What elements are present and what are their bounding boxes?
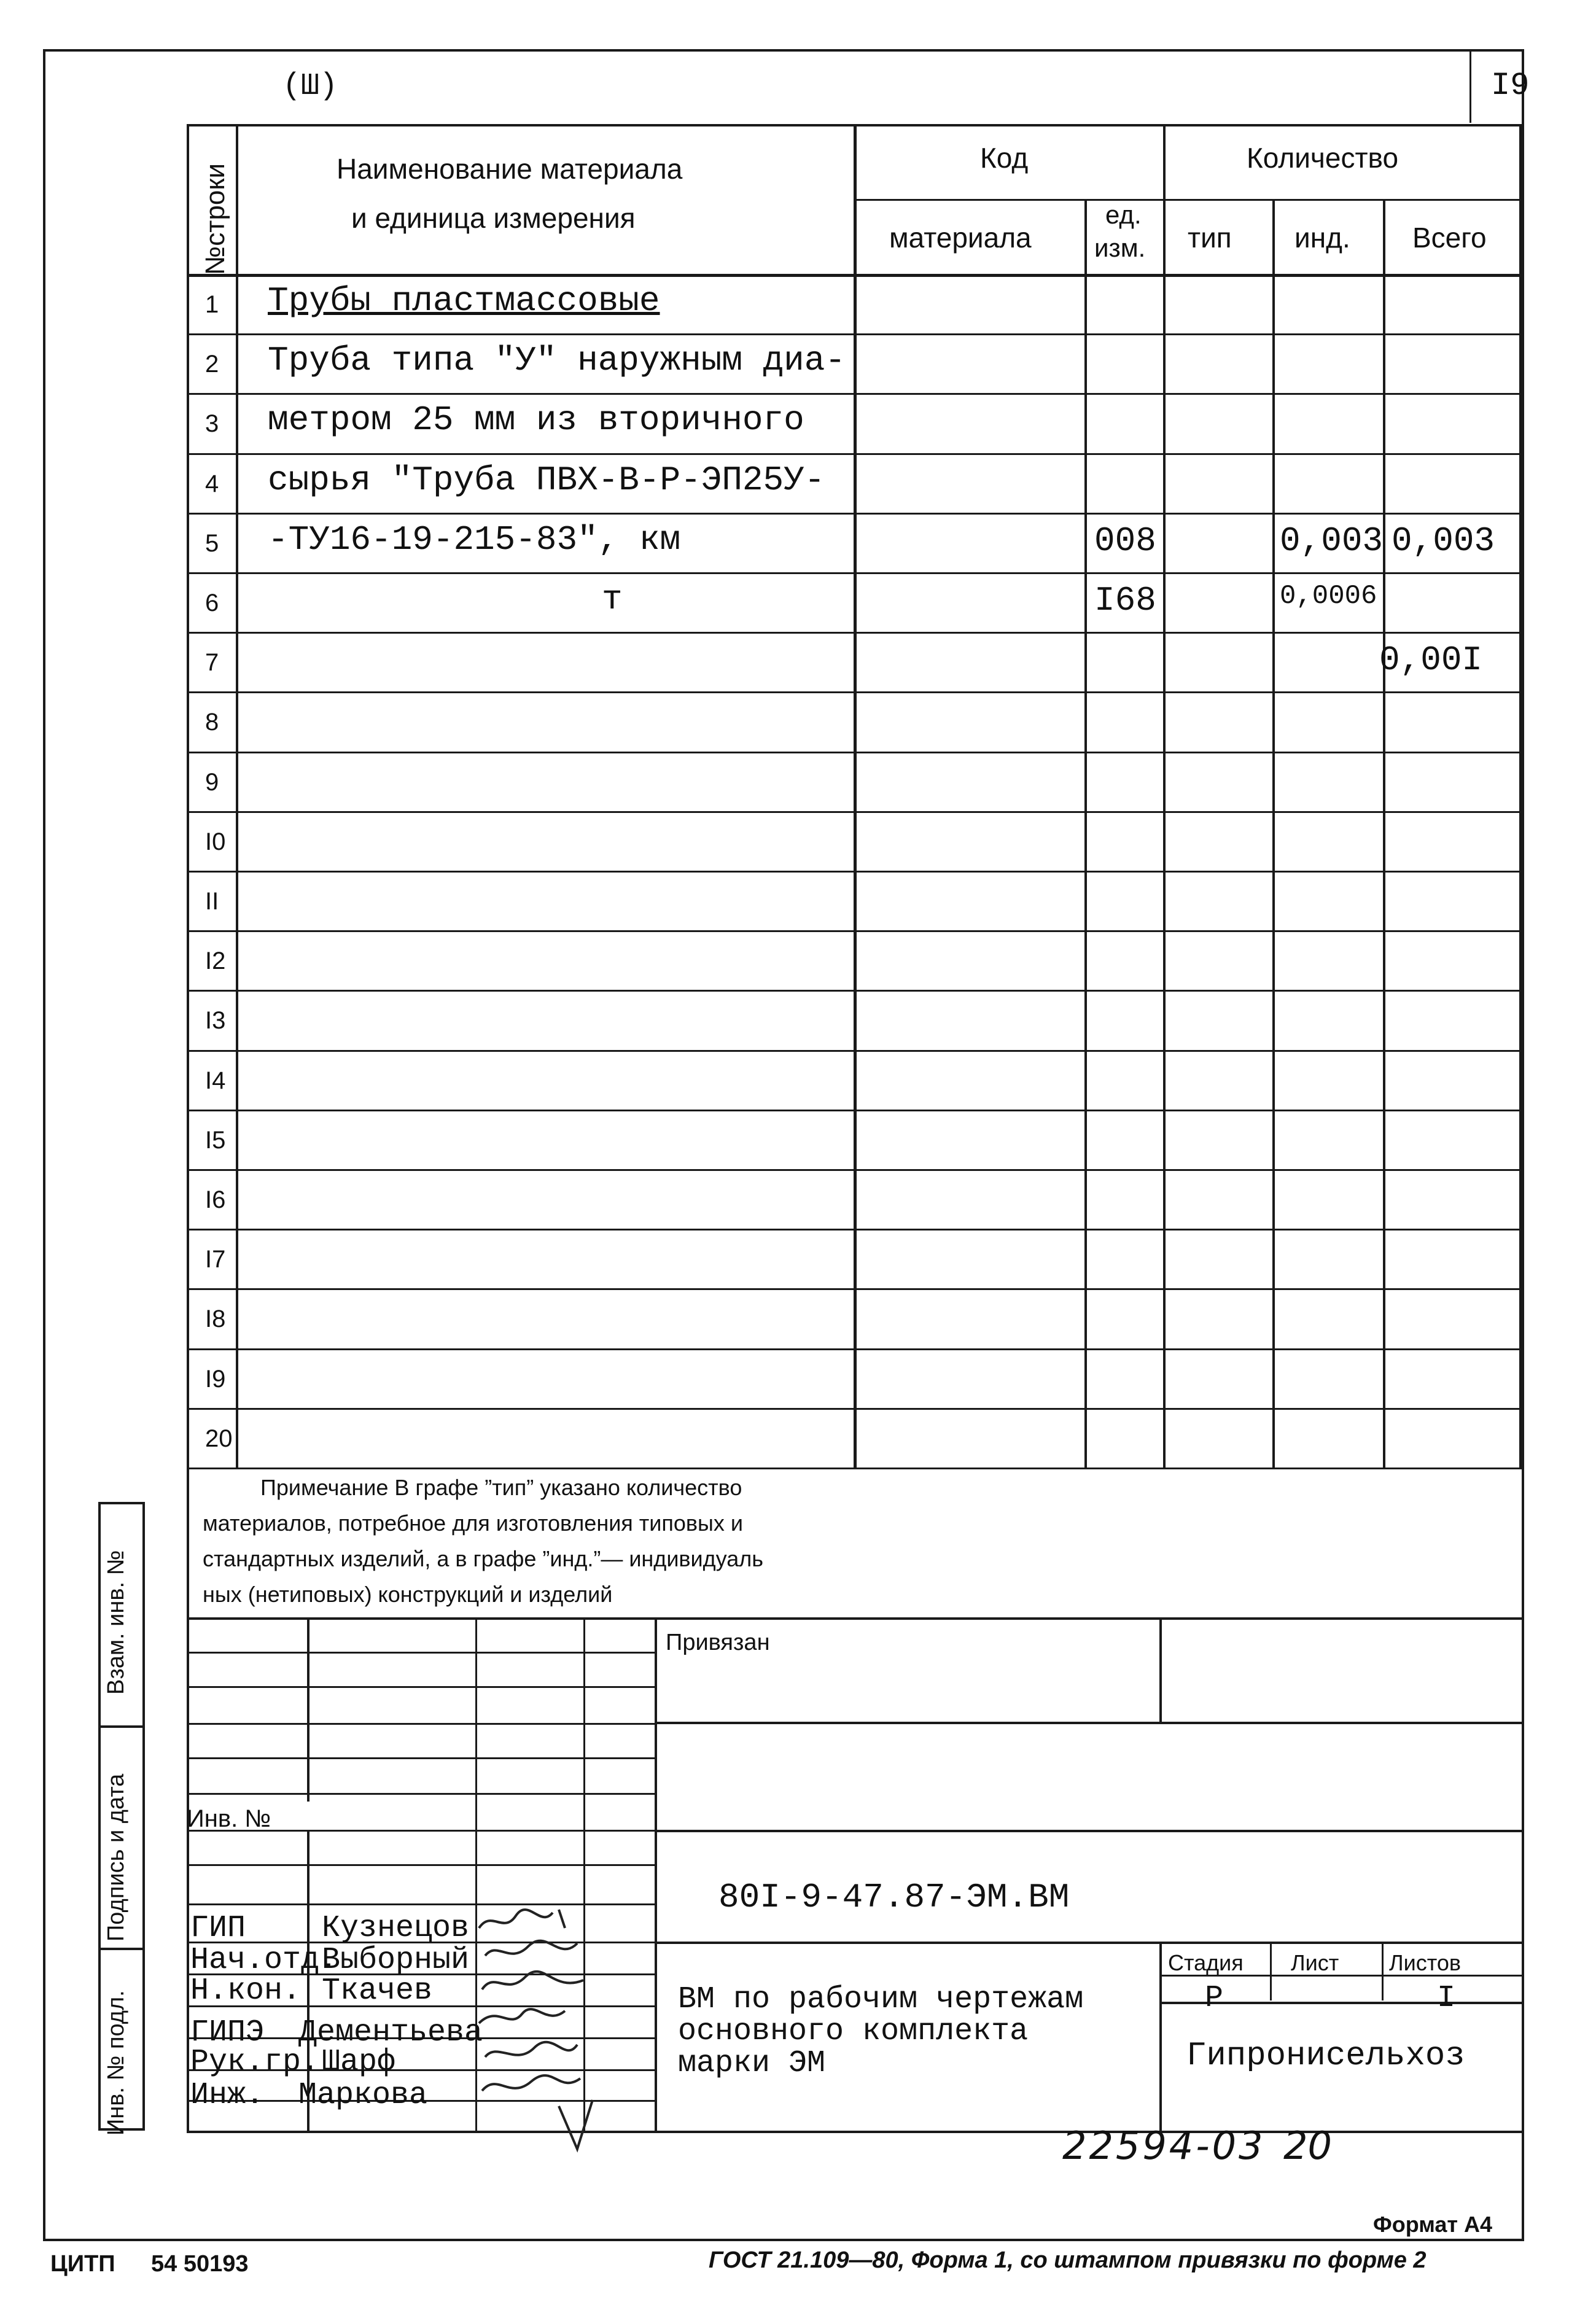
col-header-qty: Количество <box>1247 142 1399 174</box>
stamp-stage-label: Стадия <box>1168 1950 1244 1975</box>
row-name: т <box>602 580 623 619</box>
row-line <box>187 1050 1522 1052</box>
stamp-stage-col-mid <box>1270 1942 1272 2000</box>
stamp-role-6: Инж. <box>190 2078 265 2113</box>
row-line <box>187 691 1522 693</box>
stamp-title-2: основного комплекта <box>678 2014 1029 2049</box>
stamp-inv-no: Инв. № <box>187 1805 271 1832</box>
side-strip-div-1 <box>98 1725 142 1728</box>
row-line <box>187 1229 1522 1230</box>
side-strip-top <box>98 1502 142 1504</box>
side-label-vzam: Взам. инв. № <box>103 1550 129 1695</box>
row-number: 2 <box>205 351 219 378</box>
sheet-no: I9 <box>1491 68 1530 104</box>
stamp-row <box>187 1793 655 1795</box>
footer-standard: ГОСТ 21.109—80, Форма 1, со штампом привязки по форме 2 <box>709 2247 1427 2273</box>
signature-2 <box>485 1941 577 1956</box>
col-header-name-2: и единица измерения <box>351 202 636 234</box>
row-qty-ind: 0,0006 <box>1280 581 1377 612</box>
row-number: I2 <box>205 947 226 975</box>
stamp-row <box>187 1757 655 1759</box>
stamp-name-1: Кузнецов <box>322 1911 470 1946</box>
stamp-role-2: Нач.отд. <box>190 1943 338 1978</box>
stamp-stage: Р <box>1205 1981 1224 2016</box>
row-number: I8 <box>205 1305 226 1333</box>
row-line <box>187 632 1522 634</box>
row-number: II <box>205 888 219 915</box>
row-line <box>187 1169 1522 1171</box>
col-header-unit-2: изм. <box>1094 233 1146 262</box>
row-line <box>187 1468 1522 1469</box>
row-number: 5 <box>205 529 219 557</box>
stamp-sheets: I <box>1437 1981 1456 2016</box>
stamp-name-4: Дементьева <box>298 2015 483 2050</box>
row-number: 4 <box>205 470 219 497</box>
signatures <box>473 1903 596 2186</box>
row-name: метром 25 мм из вторичного <box>268 400 804 440</box>
signature-1 <box>479 1910 565 1928</box>
row-line <box>187 1408 1522 1410</box>
row-line <box>187 811 1522 813</box>
row-name: сырья "Труба ПВХ-В-Р-ЭП25У- <box>268 460 825 500</box>
row-number: I7 <box>205 1246 226 1273</box>
row-qty-total: 0,003 <box>1392 521 1495 561</box>
col-header-ind: инд. <box>1294 222 1350 254</box>
row-number: 9 <box>205 768 219 796</box>
archive-number: 22594-03 <box>1062 2123 1266 2168</box>
col-header-code: Код <box>980 142 1029 174</box>
col-line-ind <box>1383 199 1385 1468</box>
stamp-right-div <box>1159 1617 1162 1722</box>
note-line-3: стандартных изделий, а в графе ”инд.”— индивидуаль <box>203 1546 764 1571</box>
col-line-left <box>187 124 189 1468</box>
signature-3 <box>482 1972 583 1989</box>
row-number: 6 <box>205 589 219 616</box>
side-strip-right <box>142 1502 145 2131</box>
row-number: I9 <box>205 1365 226 1393</box>
side-label-inv-podl: Инв. № подл. <box>103 1990 129 2136</box>
footer-org: ЦИТП <box>50 2251 115 2277</box>
row-number: 8 <box>205 709 219 736</box>
stamp-title-3: марки ЭМ <box>678 2046 826 2081</box>
col-header-type: тип <box>1188 222 1232 254</box>
stamp-right-row-2 <box>655 1830 1522 1832</box>
row-number: I3 <box>205 1007 226 1035</box>
col-header-row-no: №строки <box>200 163 230 275</box>
stamp-col-4 <box>655 1617 657 2131</box>
row-number: 1 <box>205 291 219 318</box>
col-line-name <box>854 124 857 1468</box>
row-line <box>187 1348 1522 1350</box>
row-number: 3 <box>205 410 219 438</box>
stamp-top <box>187 1617 1522 1620</box>
stamp-doc-code: 80I-9-47.87-ЭМ.ВМ <box>718 1878 1070 1917</box>
stamp-stage-col-right <box>1382 1942 1384 2000</box>
row-qty-total: 0,00I <box>1379 640 1483 680</box>
col-header-unit-1: ед. <box>1105 200 1142 229</box>
note-line-2: материалов, потребное для изготовления типовых и <box>203 1510 744 1536</box>
col-line-right <box>1519 124 1522 1468</box>
row-number: I0 <box>205 828 226 855</box>
note-line-4: ных (нетиповых) конструкций и изделий <box>203 1582 613 1607</box>
row-line <box>187 930 1522 932</box>
row-name: Трубы пластмассовые <box>268 281 660 321</box>
row-qty-ind: 0,003 <box>1280 521 1384 561</box>
row-line <box>187 572 1522 574</box>
stamp-org: Гипронисельхоз <box>1186 2037 1465 2075</box>
note-line-1: Примечание В графе ”тип” указано количество <box>260 1475 742 1500</box>
stamp-role-1: ГИП <box>190 1911 246 1946</box>
side-label-podpis: Подпись и дата <box>103 1773 129 1942</box>
stamp-name-3: Ткачев <box>322 1973 433 2008</box>
stamp-row <box>187 1652 655 1654</box>
stamp-right-row-1 <box>655 1722 1522 1724</box>
col-line-num <box>236 124 238 1468</box>
row-line <box>187 453 1522 455</box>
row-number: 7 <box>205 649 219 677</box>
stamp-sheet-label: Лист <box>1291 1950 1339 1975</box>
row-number: I4 <box>205 1067 226 1094</box>
stamp-name-5: Шарф <box>322 2045 396 2080</box>
row-number: I5 <box>205 1126 226 1154</box>
stamp-name-2: Выборный <box>322 1943 470 1978</box>
stamp-title-1: ВМ по рабочим чертежам <box>678 1982 1084 2017</box>
row-line <box>187 333 1522 335</box>
signature-4 <box>479 2009 565 2023</box>
stamp-sheets-label: Листов <box>1389 1950 1461 1975</box>
header-sub <box>854 199 1522 201</box>
row-line <box>187 1110 1522 1111</box>
col-header-total: Всего <box>1412 222 1487 254</box>
row-line <box>187 393 1522 395</box>
stamp-row <box>187 1686 655 1688</box>
row-unit-code: 008 <box>1094 521 1156 561</box>
section-mark: (Ш) <box>282 69 338 104</box>
stamp-role-5: Рук.гр. <box>190 2045 320 2080</box>
col-line-mat <box>1084 199 1087 1468</box>
stamp-row <box>187 1723 655 1725</box>
row-line <box>187 1288 1522 1290</box>
row-name: Труба типа "У" наружным диа- <box>268 341 846 381</box>
stamp-right-row-3 <box>655 1942 1522 1944</box>
signature-5 <box>485 2042 577 2057</box>
side-strip-div-2 <box>98 1948 142 1950</box>
col-header-material: материала <box>889 222 1032 254</box>
row-unit-code: I68 <box>1094 581 1156 620</box>
row-line <box>187 990 1522 992</box>
stamp-privyazan: Привязан <box>666 1630 770 1655</box>
row-number: I6 <box>205 1186 226 1213</box>
row-line <box>187 871 1522 873</box>
stamp-role-4: ГИПЭ <box>190 2015 265 2050</box>
col-line-type <box>1272 199 1275 1468</box>
stamp-left <box>187 1617 189 2131</box>
footer-code: 54 50193 <box>151 2251 249 2277</box>
format-label: Формат А4 <box>1373 2212 1493 2237</box>
stamp-stage-col-left <box>1159 1942 1162 2131</box>
col-header-name-1: Наименование материала <box>337 153 683 185</box>
archive-page: 20 <box>1283 2123 1332 2168</box>
frame-bottom <box>43 2239 1524 2241</box>
side-strip-left <box>98 1502 101 2131</box>
stamp-name-6: Маркова <box>298 2078 428 2113</box>
stamp-row <box>187 1864 655 1866</box>
stamp-role-3: Н.кон. <box>190 1973 302 2008</box>
row-name: -ТУ16-19-215-83", км <box>268 519 681 559</box>
row-line <box>187 513 1522 515</box>
row-line <box>187 752 1522 753</box>
col-line-unit <box>1163 124 1166 1468</box>
row-number: 20 <box>205 1425 233 1452</box>
stamp-col-1 <box>307 1617 309 1802</box>
signature-6 <box>482 2075 593 2149</box>
note-box-left <box>187 1468 189 1617</box>
